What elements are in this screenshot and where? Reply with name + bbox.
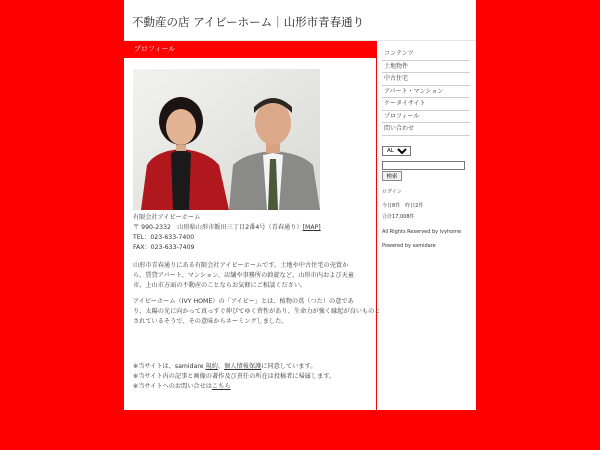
category-select[interactable] [382, 146, 411, 156]
access-counter-today: 今日8件 昨日2件 [382, 203, 424, 209]
powered-by-text: Powered by samidare [382, 243, 436, 249]
search-button[interactable]: 検索 [382, 171, 402, 181]
sidebar-item-contact[interactable]: 問い合わせ [382, 123, 470, 136]
access-counter-total: 合計17,008件 [382, 214, 415, 220]
address-line [133, 223, 321, 233]
footer-line-1-sep: 、 [217, 363, 225, 370]
ivy-line-1: アイビーホーム（IVY HOME）の「アイビー」とは、植物の蔦（つた）の意であ [133, 298, 354, 305]
footer-line-2: ※当サイト内の記事と画像の著作及び責任の所在は投稿者に帰属します。 [133, 373, 336, 380]
profile-photo [133, 69, 320, 210]
intro-line-2: ら、賃貸アパート、マンション、店舗や事務所の斡旋など、山形市内および天童 [133, 272, 354, 279]
privacy-link[interactable]: 個人情報保護 [224, 363, 262, 370]
company-name: 有限会社アイビーホーム [133, 214, 201, 221]
contact-link[interactable]: こちら [212, 383, 231, 390]
ivy-line-3: されているそうで、その意味からネーミングしました。 [133, 318, 288, 325]
intro-line-1: 山形市青春通りにある有限会社アイビーホームです。土地や中古住宅の売買か [133, 262, 349, 269]
sidebar-item-profile[interactable]: プロフィール [382, 111, 470, 124]
page-container [124, 0, 476, 410]
footer-line-3 [133, 382, 231, 392]
ivy-line-2: り、太陽の光に向かって真っすぐ伸びてゆく習性があり、生命力が強く縁起が良いものと [133, 308, 381, 315]
copyright-text: All Rights Reserved by ivyhome [382, 229, 462, 235]
address-text: 〒 990-2332 山形県山形市飯田三丁目2番4号（青春通り） [133, 224, 303, 231]
footer-line-3-prefix: ※当サイトへのお問い合せは [133, 383, 212, 390]
section-heading: プロフィール [124, 41, 377, 58]
main-column [124, 41, 381, 410]
site-title[interactable]: 不動産の店 アイビーホーム｜山形市青春通り [132, 15, 365, 29]
sidebar-item-mobile-site[interactable]: ケータイサイト [382, 98, 470, 111]
intro-line-3: 市、上山市方面の不動産のことならお気軽にご相談ください。 [133, 282, 307, 289]
sidebar-item-used-house[interactable]: 中古住宅 [382, 73, 470, 86]
footer-line-1 [133, 362, 316, 372]
map-link[interactable]: [MAP] [302, 224, 321, 231]
sidebar-item-apartment[interactable]: アパート・マンション [382, 86, 470, 99]
sidebar-item-land[interactable]: 土地物件 [382, 61, 470, 74]
tel-line: TEL：023-633-7400 [133, 234, 195, 241]
footer-line-1-suffix: に同意しています。 [261, 363, 317, 370]
footer-line-1-prefix: ※当サイトは、samidare [133, 363, 206, 370]
search-input[interactable] [382, 161, 465, 170]
fax-line: FAX：023-633-7409 [133, 244, 195, 251]
login-link[interactable]: ログイン [382, 189, 402, 195]
terms-link[interactable]: 規約 [205, 363, 218, 370]
sidebar-header-contents: コンテンツ [382, 48, 470, 61]
sidebar [380, 41, 476, 249]
